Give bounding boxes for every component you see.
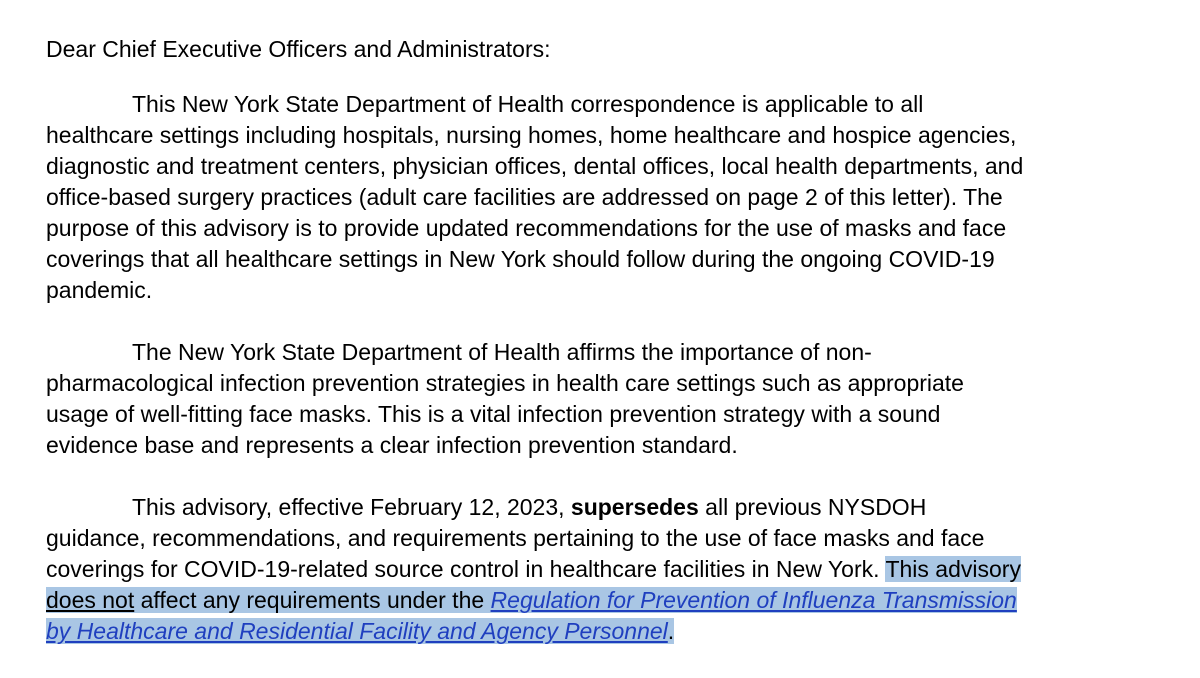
highlighted-text[interactable] — [46, 618, 674, 644]
paragraph-affirmation — [46, 337, 1176, 461]
paragraph-line — [46, 616, 1176, 647]
text-segment: This advisory, effective February 12, 2023, — [132, 494, 571, 520]
highlighted-text[interactable] — [46, 587, 1017, 613]
paragraph-line: usage of well-fitting face masks. This is a vital infection prevention strategy with a sound — [46, 401, 941, 427]
highlighted-text[interactable]: This advisory — [885, 556, 1021, 582]
paragraph-line: office-based surgery practices (adult care facilities are addressed on page 2 of this letter). The — [46, 184, 1003, 210]
paragraph-line — [46, 585, 1176, 616]
regulation-link-continued[interactable]: by Healthcare and Residential Facility and Agency Personnel — [46, 618, 668, 644]
paragraph-line: pandemic. — [46, 277, 153, 303]
paragraph-line: guidance, recommendations, and requirements pertaining to the use of face masks and face — [46, 525, 985, 551]
paragraph-line: healthcare settings including hospitals, nursing homes, home healthcare and hospice agencies, — [46, 122, 1017, 148]
text-segment: affect any requirements under the — [134, 587, 491, 613]
salutation: Dear Chief Executive Officers and Administrators: — [46, 36, 551, 62]
paragraph-supersedes — [46, 492, 1176, 647]
supersedes-emphasis: supersedes — [570, 494, 699, 520]
paragraph-line — [46, 554, 1176, 585]
paragraph-line: diagnostic and treatment centers, physician offices, dental offices, local health departments, and — [46, 153, 1024, 179]
paragraph-line: pharmacological infection prevention strategies in health care settings such as appropriate — [46, 370, 964, 396]
paragraph-line: evidence base and represents a clear infection prevention standard. — [46, 432, 738, 458]
does-not-underlined: does not — [46, 587, 135, 613]
text-segment: coverings for COVID-19-related source control in healthcare facilities in New York. — [46, 556, 886, 582]
paragraph-line: This New York State Department of Health correspondence is applicable to all — [132, 91, 924, 117]
paragraph-line: purpose of this advisory is to provide updated recommendations for the use of masks and face — [46, 215, 1007, 241]
paragraph-line: coverings that all healthcare settings in New York should follow during the ongoing COVID-19 — [46, 246, 995, 272]
final-period: . — [667, 618, 675, 644]
letter-body — [46, 34, 1176, 678]
paragraph-applicability — [46, 89, 1176, 306]
regulation-link[interactable]: Regulation for Prevention of Influenza Transmission — [490, 587, 1017, 613]
paragraph-line: The New York State Department of Health affirms the importance of non- — [132, 339, 872, 365]
text-segment: all previous NYSDOH — [698, 494, 927, 520]
paragraph-line — [46, 492, 1176, 523]
